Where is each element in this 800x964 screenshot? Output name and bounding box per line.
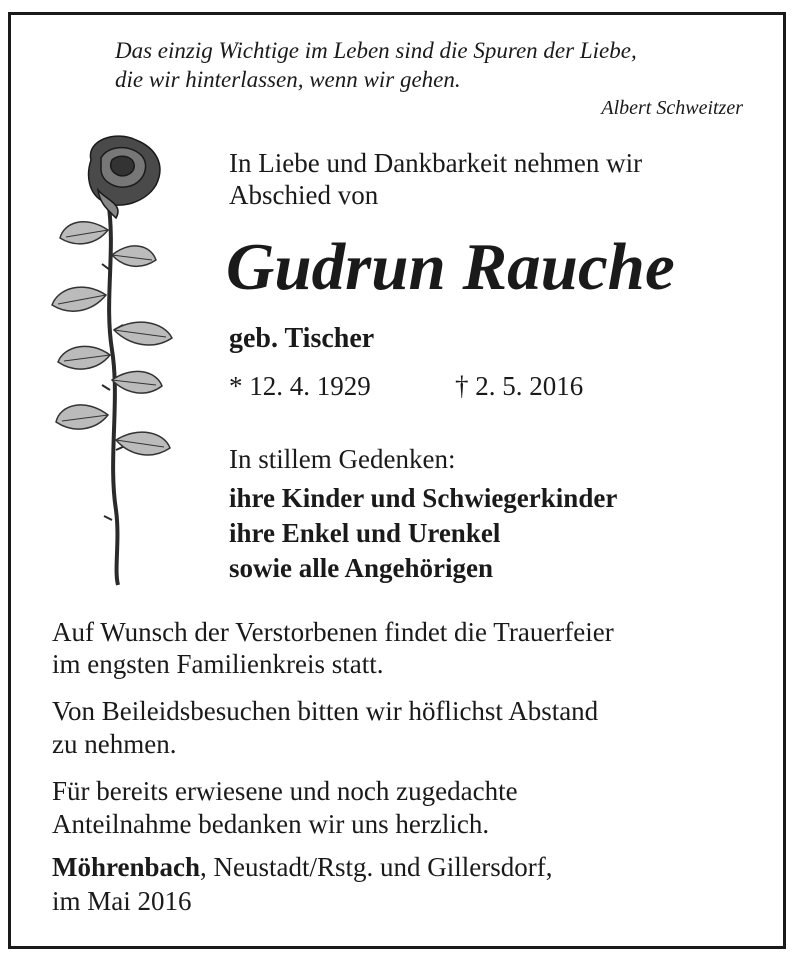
place-rest: , Neustadt/Rstg. und Gillersdorf,	[200, 852, 553, 882]
quote-line-2: die wir hinterlassen, wenn wir gehen.	[115, 67, 461, 92]
place-town: Möhrenbach	[52, 852, 201, 882]
intro-line-2: Abschied von	[229, 180, 379, 210]
rose-icon	[46, 130, 186, 590]
note-1-line-1: Auf Wunsch der Verstorbenen findet die Trauerfeier	[52, 617, 614, 647]
mourners-heading: In stillem Gedenken:	[229, 444, 456, 474]
mourners-line-1: ihre Kinder und Schwiegerkinder	[229, 483, 618, 513]
note-3-line-1: Für bereits erwiesene und noch zugedachte	[52, 776, 518, 806]
mourners-line-3: sowie alle Angehörigen	[229, 553, 493, 583]
intro-line-1: In Liebe und Dankbarkeit nehmen wir	[229, 148, 643, 178]
birth-date: * 12. 4. 1929	[229, 371, 371, 401]
deceased-name: Gudrun Rauche	[226, 230, 675, 304]
quote-line-1: Das einzig Wichtige im Leben sind die Spuren der Liebe,	[115, 38, 637, 63]
mourners-line-2: ihre Enkel und Urenkel	[229, 518, 501, 548]
place-date: im Mai 2016	[52, 886, 192, 916]
note-2-line-1: Von Beileidsbesuchen bitten wir höflichst Abstand	[52, 696, 599, 726]
quote-author: Albert Schweitzer	[601, 97, 743, 119]
note-1-line-2: im engsten Familienkreis statt.	[52, 649, 384, 679]
place-line	[52, 851, 552, 883]
death-date: † 2. 5. 2016	[455, 371, 584, 401]
note-2-line-2: zu nehmen.	[52, 729, 177, 759]
note-3-line-2: Anteilnahme bedanken wir uns herzlich.	[52, 809, 490, 839]
maiden-name: geb. Tischer	[229, 323, 375, 354]
